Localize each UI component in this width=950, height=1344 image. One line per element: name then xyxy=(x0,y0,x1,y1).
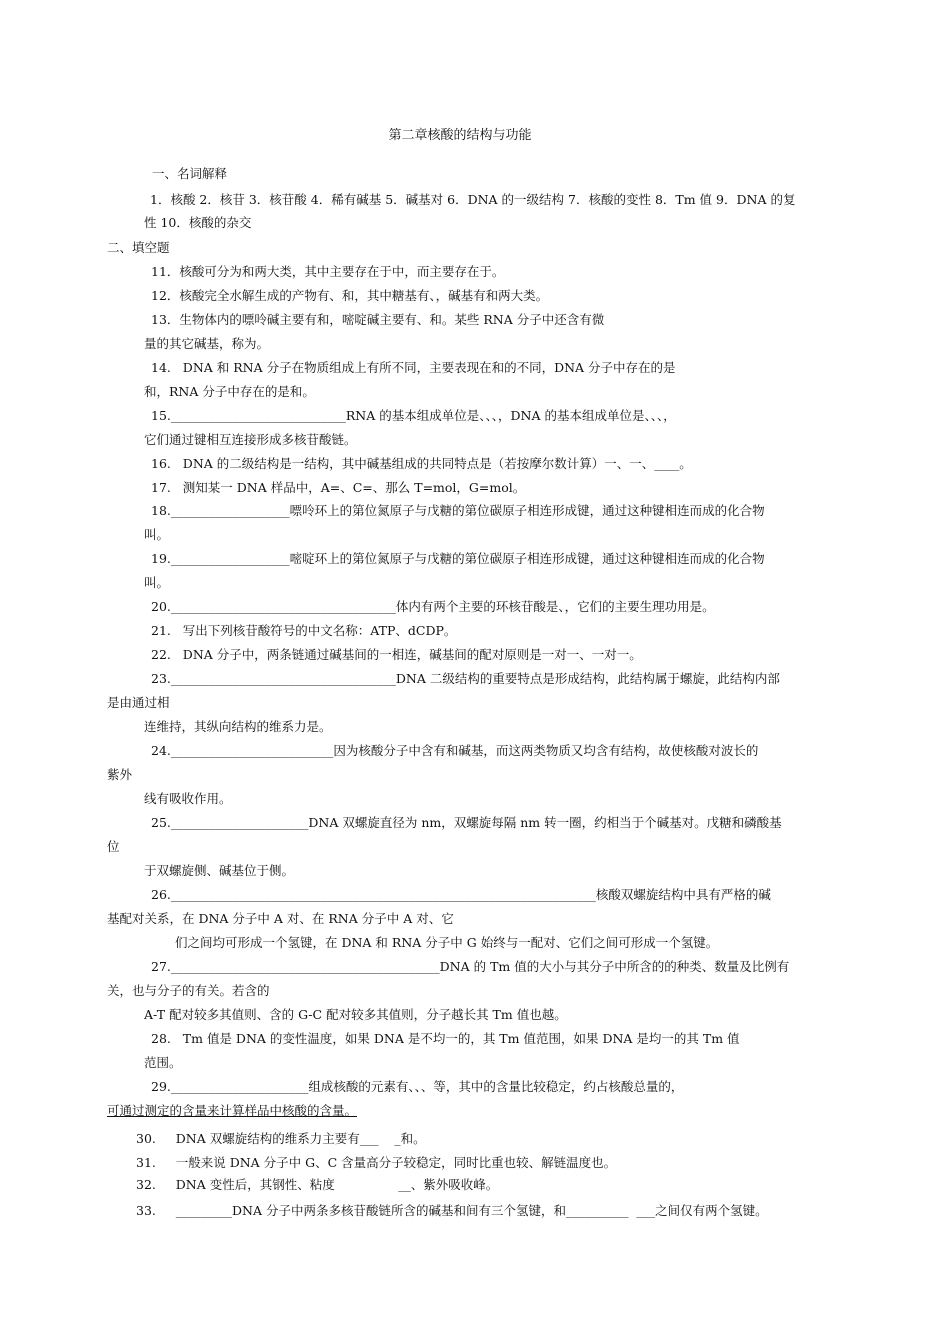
question-line: 15.____________________________RNA 的基本组成单位是、、、，DNA 的基本组成单位是、、、， xyxy=(151,408,676,423)
question-line: 和，RNA 分子中存在的是和。 xyxy=(144,384,315,399)
question-line: 量的其它碱基，称为。 xyxy=(144,336,270,351)
question-line: 23.____________________________________DNA 二级结构的重要特点是形成结构，此结构属于螺旋，此结构内部 xyxy=(151,671,780,686)
question-line: 范围。 xyxy=(144,1055,182,1070)
question-line: 关，也与分子的有关。若含的 xyxy=(107,983,270,998)
question-line: 可通过测定的含量来计算样品中核酸的含量。 xyxy=(107,1103,358,1118)
question-line: 基配对关系，在 DNA 分子中 A 对、在 RNA 分子中 A 对、它 xyxy=(107,911,454,926)
question-line: 于双螺旋侧、碱基位于侧。 xyxy=(144,863,295,878)
text-line: 1．核酸 2．核苷 3．核苷酸 4．稀有碱基 5．碱基对 6．DNA 的一级结构 7．核酸的变性 8．Tm 值 9．DNA 的复 xyxy=(150,192,796,207)
question-line: 28. Tm 值是 DNA 的变性温度，如果 DNA 是不均一的，其 Tm 值范围，如果 DNA 是均一的其 Tm 值 xyxy=(151,1031,740,1046)
question-line: 位 xyxy=(107,839,120,854)
question-line: 20.____________________________________体内有两个主要的环核苷酸是、，它们的主要生理功用是。 xyxy=(151,599,715,614)
question-line: 25.______________________DNA 双螺旋直径为 nm，双螺旋每隔 nm 转一圈，约相当于个碱基对。戊糖和磷酸基 xyxy=(151,815,782,830)
question-line: 24.__________________________因为核酸分子中含有和碱基，而这两类物质又均含有结构，故使核酸对波长的 xyxy=(151,743,759,758)
question-line: 17. 测知某一 DNA 样品中，A=、C=、那么 T=mol，G=mol。 xyxy=(151,480,526,495)
question-line: 32. DNA 变性后，其钢性、粘度 __、紫外吸收峰。 xyxy=(136,1177,499,1192)
question-line: 紫外 xyxy=(107,767,133,782)
question-line: 叫。 xyxy=(144,575,170,590)
question-line: 连维持，其纵向结构的维系力是。 xyxy=(144,719,332,734)
question-line: 们之间均可形成一个氢键，在 DNA 和 RNA 分子中 G 始终与一配对、它们之间可形成一个氢键。 xyxy=(175,935,719,950)
question-line: 21. 写出下列核苷酸符号的中文名称：ATP、dCDP。 xyxy=(151,623,457,638)
text-line: 性 10．核酸的杂交 xyxy=(144,215,252,230)
question-line: 19.___________________嘧啶环上的第位氮原子与戊糖的第位碳原子相连形成键，通过这种键相连而成的化合物 xyxy=(151,551,765,566)
question-line: 33. _________DNA 分子中两条多核苷酸链所含的碱基和间有三个氢键，和__________ ___之间仅有两个氢键。 xyxy=(136,1203,768,1218)
section-heading-fill-in: 二、填空题 xyxy=(107,240,170,255)
question-line: 14. DNA 和 RNA 分子在物质组成上有所不同，主要表现在和的不同，DNA 分子中存在的是 xyxy=(151,360,676,375)
question-line: 31. 一般来说 DNA 分子中 G、C 含量高分子较稳定，同时比重也较、解链温度也。 xyxy=(136,1155,617,1170)
question-line: 13．生物体内的嘌呤碱主要有和，嘧啶碱主要有、和。某些 RNA 分子中还含有微 xyxy=(151,312,605,327)
question-line: 是由通过相 xyxy=(107,695,170,710)
question-line: 16. DNA 的二级结构是一结构，其中碱基组成的共同特点是（若按摩尔数计算）一、一、____。 xyxy=(151,456,692,471)
question-line: 29.______________________组成核酸的元素有、、、等，其中的含量比较稳定，约占核酸总量的， xyxy=(151,1079,684,1094)
question-line: 18.___________________嘌呤环上的第位氮原子与戊糖的第位碳原子相连形成键，通过这种键相连而成的化合物 xyxy=(151,503,765,518)
page-title: 第二章核酸的结构与功能 xyxy=(388,128,532,143)
question-line: 线有吸收作用。 xyxy=(144,791,232,806)
question-line: 22. DNA 分子中，两条链通过碱基间的一相连，碱基间的配对原则是一对一、一对一。 xyxy=(151,647,642,662)
question-line: 它们通过键相互连接形成多核苷酸链。 xyxy=(144,432,357,447)
question-line: 27.___________________________________________DNA 的 Tm 值的大小与其分子中所含的的种类、数量及比例有 xyxy=(151,959,790,974)
question-line: 26.____________________________________________________________________核酸双螺旋结构中具有严格的碱 xyxy=(151,887,771,902)
section-heading-terms: 一、名词解释 xyxy=(152,166,228,181)
question-line: 叫。 xyxy=(144,527,170,542)
question-line: A-T 配对较多其值则、含的 G-C 配对较多其值则，分子越长其 Tm 值也越。 xyxy=(144,1007,567,1022)
question-line: 30. DNA 双螺旋结构的维系力主要有___ _和。 xyxy=(136,1131,426,1146)
question-line: 11．核酸可分为和两大类，其中主要存在于中，而主要存在于。 xyxy=(151,264,505,279)
question-line: 12．核酸完全水解生成的产物有、和，其中糖基有、，碱基有和两大类。 xyxy=(151,288,549,303)
